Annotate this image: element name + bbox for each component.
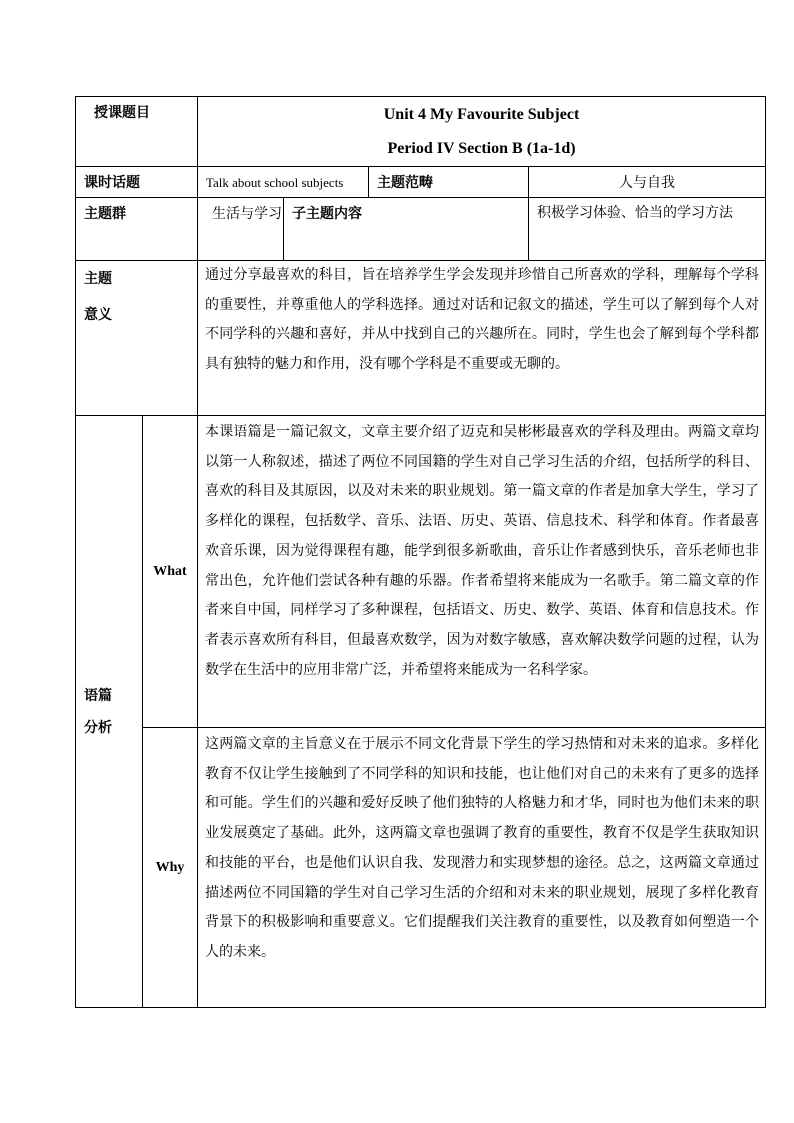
analysis-why-row bbox=[76, 728, 766, 1008]
label-why: Why bbox=[143, 728, 198, 1008]
what-text: 本课语篇是一篇记叙文，文章主要介绍了迈克和吴彬彬最喜欢的学科及理由。两篇文章均以第一人称叙述，描述了两位不同国籍的学生对自己学习生活的介绍，包括所学的科目、喜欢的科目及其原因，以及对未来的职业规划。第一篇文章的作者是加拿大学生，学习了多样化的课程，包括数学、音乐、法语、历史、英语、信息技术、科学和体育。作者最喜欢音乐课，因为觉得课程有趣，能学到很多新歌曲，音乐让作者感到快乐，音乐老师也非常出色，允许他们尝试各种有趣的乐器。作者希望将来能成为一名歌手。第二篇文章的作者来自中国，同样学习了多种课程，包括语文、历史、数学、英语、体育和信息技术。作者表示喜欢所有科目，但最喜欢数学，因为对数字敏感，喜欢解决数学问题的过程，认为数学在生活中的应用非常广泛，并希望将来能成为一名科学家。 bbox=[198, 416, 766, 728]
theme-group-value: 生活与学习 bbox=[198, 198, 284, 261]
label-text-analysis-line2: 分析 bbox=[84, 719, 112, 736]
label-theme-meaning-line1: 主题 bbox=[84, 271, 112, 287]
subtopic-value: 积极学习体验、恰当的学习方法 bbox=[529, 198, 766, 261]
period-title: Period IV Section B (1a-1d) bbox=[387, 140, 576, 157]
topic-row bbox=[76, 167, 766, 198]
analysis-what-row bbox=[76, 416, 766, 728]
label-theme-meaning-line2: 意义 bbox=[84, 307, 112, 323]
label-theme-meaning bbox=[76, 261, 198, 416]
unit-title: Unit 4 My Favourite Subject bbox=[383, 106, 580, 123]
lesson-title-cell bbox=[198, 97, 766, 167]
label-what: What bbox=[143, 416, 198, 728]
theme-meaning-row bbox=[76, 261, 766, 416]
topic-category-value: 人与自我 bbox=[529, 167, 766, 198]
lesson-plan-table bbox=[75, 96, 766, 1008]
label-text-analysis-line1: 语篇 bbox=[84, 687, 112, 704]
theme-meaning-text: 通过分享最喜欢的科目，旨在培养学生学会发现并珍惜自己所喜欢的学科，理解每个学科的重要性，并尊重他人的学科选择。通过对话和记叙文的描述，学生可以了解到每个人对不同学科的兴趣和喜好，并从中找到自己的兴趣所在。同时，学生也会了解到每个学科都具有独特的魅力和作用，没有哪个学科是不重要或无聊的。 bbox=[198, 261, 766, 416]
label-lesson-topic: 课时话题 bbox=[76, 167, 198, 198]
label-topic-category: 主题范畴 bbox=[369, 167, 529, 198]
theme-group-row bbox=[76, 198, 766, 261]
label-text-analysis bbox=[76, 416, 143, 1008]
label-theme-group: 主题群 bbox=[76, 198, 198, 261]
label-lesson-title: 授课题目 bbox=[76, 97, 198, 167]
lesson-topic-value: Talk about school subjects bbox=[198, 167, 369, 198]
title-row bbox=[76, 97, 766, 167]
why-text: 这两篇文章的主旨意义在于展示不同文化背景下学生的学习热情和对未来的追求。多样化教育不仅让学生接触到了不同学科的知识和技能，也让他们对自己的未来有了更多的选择和可能。学生们的兴趣和爱好反映了他们独特的人格魅力和才华，同时也为他们未来的职业发展奠定了基础。此外，这两篇文章也强调了教育的重要性，教育不仅是学生获取知识和技能的平台，也是他们认识自我、发现潜力和实现梦想的途径。总之，这两篇文章通过描述两位不同国籍的学生对自己学习生活的介绍和对未来的职业规划，展现了多样化教育背景下的积极影响和重要意义。它们提醒我们关注教育的重要性，以及教育如何塑造一个人的未来。 bbox=[198, 728, 766, 1008]
label-subtopic: 子主题内容 bbox=[284, 198, 529, 261]
